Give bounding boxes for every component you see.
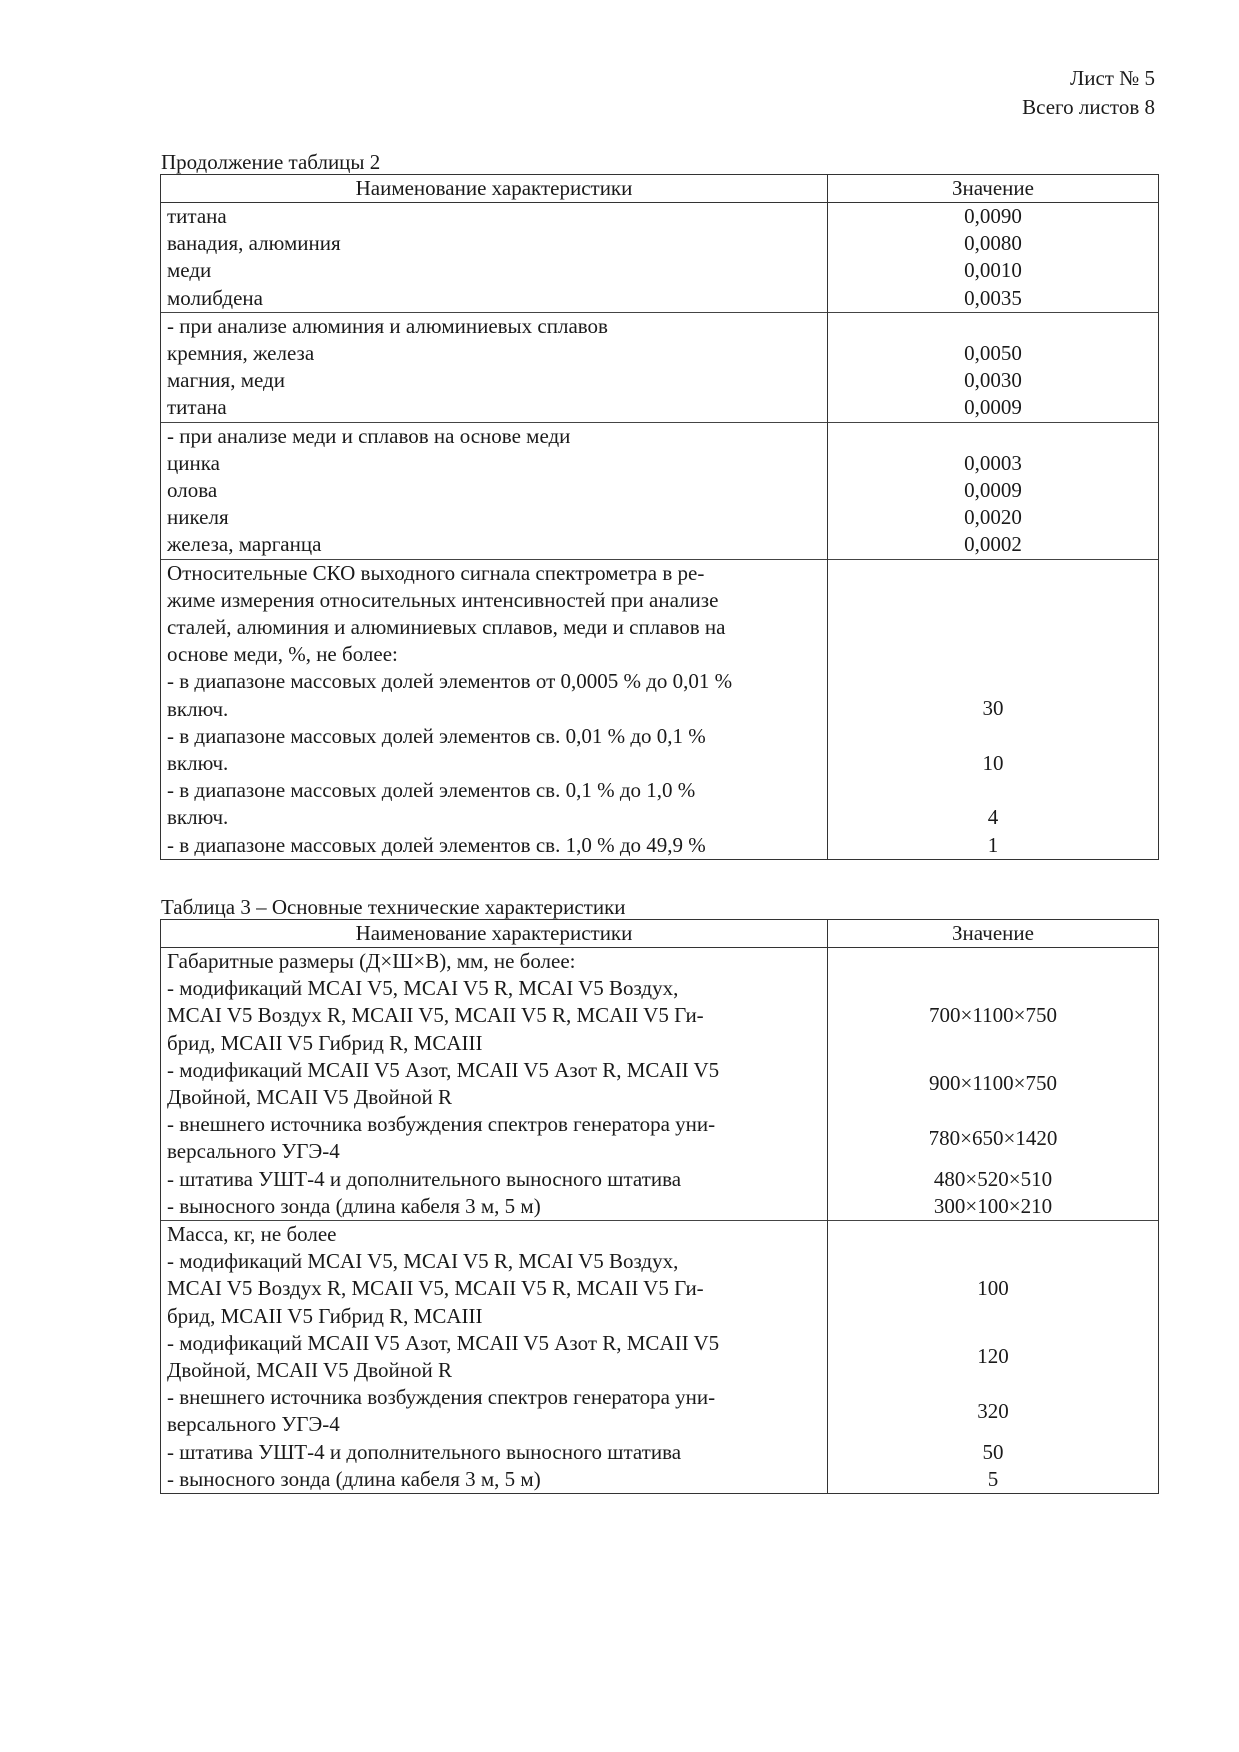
characteristic-value: 1	[828, 832, 1159, 860]
table-row	[161, 450, 1159, 477]
characteristic-value: 0,0003	[828, 450, 1159, 477]
characteristic-value: 0,0030	[828, 367, 1159, 394]
table3-header-row	[161, 920, 1159, 948]
characteristic-name: цинка	[161, 450, 828, 477]
characteristic-name: титана	[161, 203, 828, 231]
text-line: - модификаций MCAII V5 Азот, MCAII V5 Азот R, MCAII V5	[167, 1330, 720, 1355]
text-line: - модификаций MCAI V5, MCAI V5 R, MCAI V5 Воздух,	[167, 1249, 679, 1274]
characteristic-value: 0,0050	[828, 340, 1159, 367]
text-line: Двойной, MCAII V5 Двойной R	[167, 1358, 452, 1383]
rsd-range-row	[161, 777, 1159, 831]
rsd-intro-row	[161, 559, 1159, 668]
text-line: включ.	[167, 696, 229, 721]
rsd-range-row	[161, 832, 1159, 860]
text-line: - штатива УШТ-4 и дополнительного выносного штатива	[167, 1166, 682, 1191]
table-row	[161, 1193, 1159, 1221]
characteristic-value: 10	[828, 723, 1159, 777]
characteristic-name: железа, марганца	[161, 531, 828, 559]
text-line: брид, MCAII V5 Гибрид R, MCAIII	[167, 1030, 483, 1055]
characteristic-value: 700×1100×750	[828, 975, 1159, 1057]
text-line: брид, MCAII V5 Гибрид R, MCAIII	[167, 1303, 483, 1328]
characteristic-name: никеля	[161, 504, 828, 531]
characteristic-name: ванадия, алюминия	[161, 230, 828, 257]
characteristic-value	[828, 1221, 1159, 1249]
table2-body	[161, 203, 1159, 860]
text-line: Относительные СКО выходного сигнала спектрометра в ре-	[167, 560, 705, 585]
text-line: основе меди, %, не более:	[167, 642, 398, 667]
table3-body	[161, 948, 1159, 1494]
text-line: - модификаций MCAII V5 Азот, MCAII V5 Азот R, MCAII V5	[167, 1057, 720, 1082]
characteristic-value: 0,0035	[828, 285, 1159, 313]
table2-header-row	[161, 175, 1159, 203]
characteristic-value: 0,0009	[828, 394, 1159, 422]
text-line: MCAI V5 Воздух R, MCAII V5, MCAII V5 R, MCAII V5 Ги-	[167, 1003, 704, 1028]
characteristic-value: 0,0020	[828, 504, 1159, 531]
characteristic-value: 50	[828, 1439, 1159, 1466]
table-row	[161, 285, 1159, 313]
text-line: - в диапазоне массовых долей элементов от 0,0005 % до 0,01 %	[167, 669, 733, 694]
characteristic-value: 0,0090	[828, 203, 1159, 231]
characteristic-name	[161, 777, 828, 831]
table-row	[161, 1330, 1159, 1384]
characteristic-value: 300×100×210	[828, 1193, 1159, 1221]
column-header-name: Наименование характеристики	[161, 920, 828, 948]
rsd-range-row	[161, 723, 1159, 777]
characteristic-value: 5	[828, 1466, 1159, 1494]
text-line: сталей, алюминия и алюминиевых сплавов, меди и сплавов на	[167, 615, 726, 640]
text-line: MCAI V5 Воздух R, MCAII V5, MCAII V5 R, MCAII V5 Ги-	[167, 1276, 704, 1301]
table-row	[161, 203, 1159, 231]
text-line: - модификаций MCAI V5, MCAI V5 R, MCAI V5 Воздух,	[167, 976, 679, 1001]
table-row	[161, 531, 1159, 559]
table-row	[161, 504, 1159, 531]
characteristic-name	[161, 559, 828, 668]
characteristic-name	[161, 1111, 828, 1165]
text-line: жиме измерения относительных интенсивностей при анализе	[167, 587, 719, 612]
text-line: - выносного зонда (длина кабеля 3 м, 5 м)	[167, 1193, 541, 1218]
characteristic-name	[161, 1057, 828, 1111]
column-header-name: Наименование характеристики	[161, 175, 828, 203]
characteristic-value: 780×650×1420	[828, 1111, 1159, 1165]
characteristic-value: 320	[828, 1384, 1159, 1438]
table-row	[161, 975, 1159, 1057]
characteristic-name: меди	[161, 257, 828, 284]
text-line: - в диапазоне массовых долей элементов св. 1,0 % до 49,9 %	[167, 832, 706, 857]
characteristic-name	[161, 1439, 828, 1466]
table-row	[161, 1166, 1159, 1193]
text-line: включ.	[167, 751, 229, 776]
characteristic-value: 0,0080	[828, 230, 1159, 257]
table-row	[161, 340, 1159, 367]
characteristic-value	[828, 422, 1159, 450]
characteristic-name: кремния, железа	[161, 340, 828, 367]
column-header-value: Значение	[828, 175, 1159, 203]
characteristic-value: 480×520×510	[828, 1166, 1159, 1193]
characteristic-name: олова	[161, 477, 828, 504]
table-row	[161, 394, 1159, 422]
characteristic-name: молибдена	[161, 285, 828, 313]
table-row	[161, 230, 1159, 257]
characteristic-value: 120	[828, 1330, 1159, 1384]
text-line: включ.	[167, 805, 229, 830]
table-row	[161, 1384, 1159, 1438]
text-line: версального УГЭ-4	[167, 1139, 340, 1164]
table-row	[161, 1248, 1159, 1330]
group-heading-row	[161, 312, 1159, 340]
characteristic-name	[161, 1193, 828, 1221]
table3-caption: Таблица 3 – Основные технические характеристики	[161, 895, 626, 919]
table-row	[161, 1057, 1159, 1111]
text-line: - в диапазоне массовых долей элементов св. 0,1 % до 1,0 %	[167, 778, 696, 803]
characteristic-name: Масса, кг, не более	[161, 1221, 828, 1249]
characteristic-name	[161, 1384, 828, 1438]
characteristic-value	[828, 559, 1159, 668]
characteristic-name: Габаритные размеры (Д×Ш×В), мм, не более:	[161, 948, 828, 976]
characteristic-name: - при анализе меди и сплавов на основе меди	[161, 422, 828, 450]
text-line: - внешнего источника возбуждения спектров генератора уни-	[167, 1385, 716, 1410]
characteristic-value: 0,0010	[828, 257, 1159, 284]
group-heading-row	[161, 422, 1159, 450]
table-row	[161, 257, 1159, 284]
text-line: - выносного зонда (длина кабеля 3 м, 5 м)	[167, 1466, 541, 1491]
column-header-value: Значение	[828, 920, 1159, 948]
dimensions-title-row	[161, 948, 1159, 976]
characteristic-name: - при анализе алюминия и алюминиевых сплавов	[161, 312, 828, 340]
rsd-range-row	[161, 668, 1159, 722]
characteristic-value: 900×1100×750	[828, 1057, 1159, 1111]
characteristic-value: 4	[828, 777, 1159, 831]
characteristic-name	[161, 1330, 828, 1384]
sheet-number: Лист № 5	[1069, 66, 1155, 90]
characteristic-value: 100	[828, 1248, 1159, 1330]
mass-title-row	[161, 1221, 1159, 1249]
text-line: - штатива УШТ-4 и дополнительного выносного штатива	[167, 1439, 682, 1464]
characteristic-value: 0,0009	[828, 477, 1159, 504]
characteristic-name: магния, меди	[161, 367, 828, 394]
table-row	[161, 1466, 1159, 1494]
text-line: - в диапазоне массовых долей элементов св. 0,01 % до 0,1 %	[167, 723, 706, 748]
table-row	[161, 477, 1159, 504]
table-row	[161, 1111, 1159, 1165]
characteristic-name: титана	[161, 394, 828, 422]
characteristic-name	[161, 1466, 828, 1494]
sheet-info	[1022, 64, 1155, 122]
text-line: - внешнего источника возбуждения спектров генератора уни-	[167, 1112, 716, 1137]
characteristic-value	[828, 948, 1159, 976]
characteristic-name	[161, 975, 828, 1057]
characteristic-value: 30	[828, 668, 1159, 722]
text-line: Двойной, MCAII V5 Двойной R	[167, 1085, 452, 1110]
table-row	[161, 1439, 1159, 1466]
total-sheets: Всего листов 8	[1022, 95, 1155, 119]
characteristic-name	[161, 832, 828, 860]
characteristic-name	[161, 723, 828, 777]
characteristic-value: 0,0002	[828, 531, 1159, 559]
characteristic-value	[828, 312, 1159, 340]
characteristic-name	[161, 1166, 828, 1193]
text-line: версального УГЭ-4	[167, 1412, 340, 1437]
characteristic-name	[161, 1248, 828, 1330]
characteristic-name	[161, 668, 828, 722]
table2-caption: Продолжение таблицы 2	[161, 150, 381, 174]
table-row	[161, 367, 1159, 394]
table3	[160, 919, 1159, 1494]
table2	[160, 174, 1159, 860]
